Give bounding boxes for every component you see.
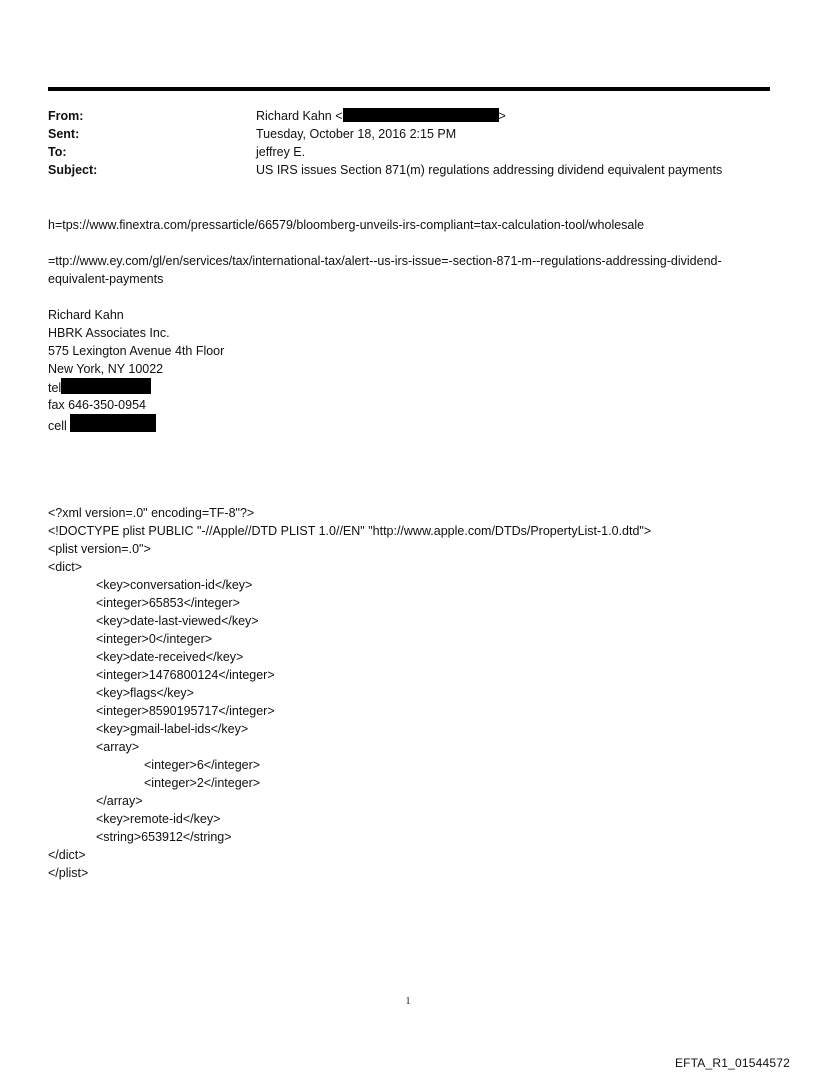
plist-line: <integer>2</integer> <box>144 776 261 790</box>
from-value <box>256 107 506 125</box>
plist-line: <key>conversation-id</key> <box>96 578 253 592</box>
sent-value: Tuesday, October 18, 2016 2:15 PM <box>256 127 457 141</box>
link-ey: =ttp://www.ey.com/gl/en/services/tax/international-tax/alert--us-irs-issue=-section-871-m--regulations-addressing-dividend-equivalent-payments <box>48 254 722 286</box>
link-finextra: h=tps://www.finextra.com/pressarticle/66579/bloomberg-unveils-irs-compliant=tax-calculation-tool/wholesale <box>48 218 645 232</box>
signature-name: Richard Kahn <box>48 308 124 322</box>
to-row <box>48 143 770 161</box>
plist-line: <key>date-received</key> <box>96 650 244 664</box>
plist-line: <integer>8590195717</integer> <box>96 704 275 718</box>
plist-line: <string>653912</string> <box>96 830 232 844</box>
plist-line: <array> <box>96 740 140 754</box>
from-row <box>48 107 770 125</box>
signature-block <box>48 306 768 432</box>
to-value: jeffrey E. <box>256 145 306 159</box>
plist-line: <integer>1476800124</integer> <box>96 668 275 682</box>
sent-label: Sent: <box>48 127 80 141</box>
signature-address-line-2: New York, NY 10022 <box>48 362 164 376</box>
plist-line: <?xml version=.0" encoding=TF-8"?> <box>48 506 255 520</box>
redacted-email <box>343 108 499 122</box>
redacted-tel <box>61 378 151 394</box>
plist-block <box>48 504 768 882</box>
subject-label: Subject: <box>48 163 98 177</box>
plist-line: <!DOCTYPE plist PUBLIC "-//Apple//DTD PLIST 1.0//EN" "http://www.apple.com/DTDs/PropertyList-1.0.dtd"> <box>48 524 652 538</box>
document-id: EFTA_R1_01544572 <box>674 1056 790 1070</box>
signature-address-line-1: 575 Lexington Avenue 4th Floor <box>48 344 225 358</box>
plist-line: <key>remote-id</key> <box>96 812 221 826</box>
signature-tel-row <box>48 378 768 396</box>
sent-row <box>48 125 770 143</box>
subject-value: US IRS issues Section 871(m) regulations addressing dividend equivalent payments <box>256 163 723 177</box>
tel-label: tel <box>48 381 62 395</box>
plist-line: </array> <box>96 794 143 808</box>
plist-line: <dict> <box>48 560 83 574</box>
plist-line: <plist version=.0"> <box>48 542 151 556</box>
from-name: Richard Kahn < <box>256 109 343 123</box>
subject-row <box>48 161 770 179</box>
plist-line: <key>flags</key> <box>96 686 194 700</box>
cell-label: cell <box>48 419 67 433</box>
plist-line: <integer>6</integer> <box>144 758 261 772</box>
plist-line: <integer>65853</integer> <box>96 596 240 610</box>
signature-cell-row <box>48 414 768 432</box>
email-header <box>48 107 770 179</box>
plist-line: </dict> <box>48 848 86 862</box>
plist-line: <key>gmail-label-ids</key> <box>96 722 249 736</box>
from-label: From: <box>48 109 84 123</box>
redacted-cell <box>70 414 156 432</box>
plist-line: </plist> <box>48 866 89 880</box>
from-suffix: > <box>498 109 506 123</box>
header-rule <box>48 87 770 91</box>
page-number: 1 <box>405 996 411 1007</box>
signature-company: HBRK Associates Inc. <box>48 326 170 340</box>
signature-fax: fax 646-350-0954 <box>48 398 146 412</box>
plist-line: <integer>0</integer> <box>96 632 213 646</box>
plist-line: <key>date-last-viewed</key> <box>96 614 259 628</box>
to-label: To: <box>48 145 67 159</box>
